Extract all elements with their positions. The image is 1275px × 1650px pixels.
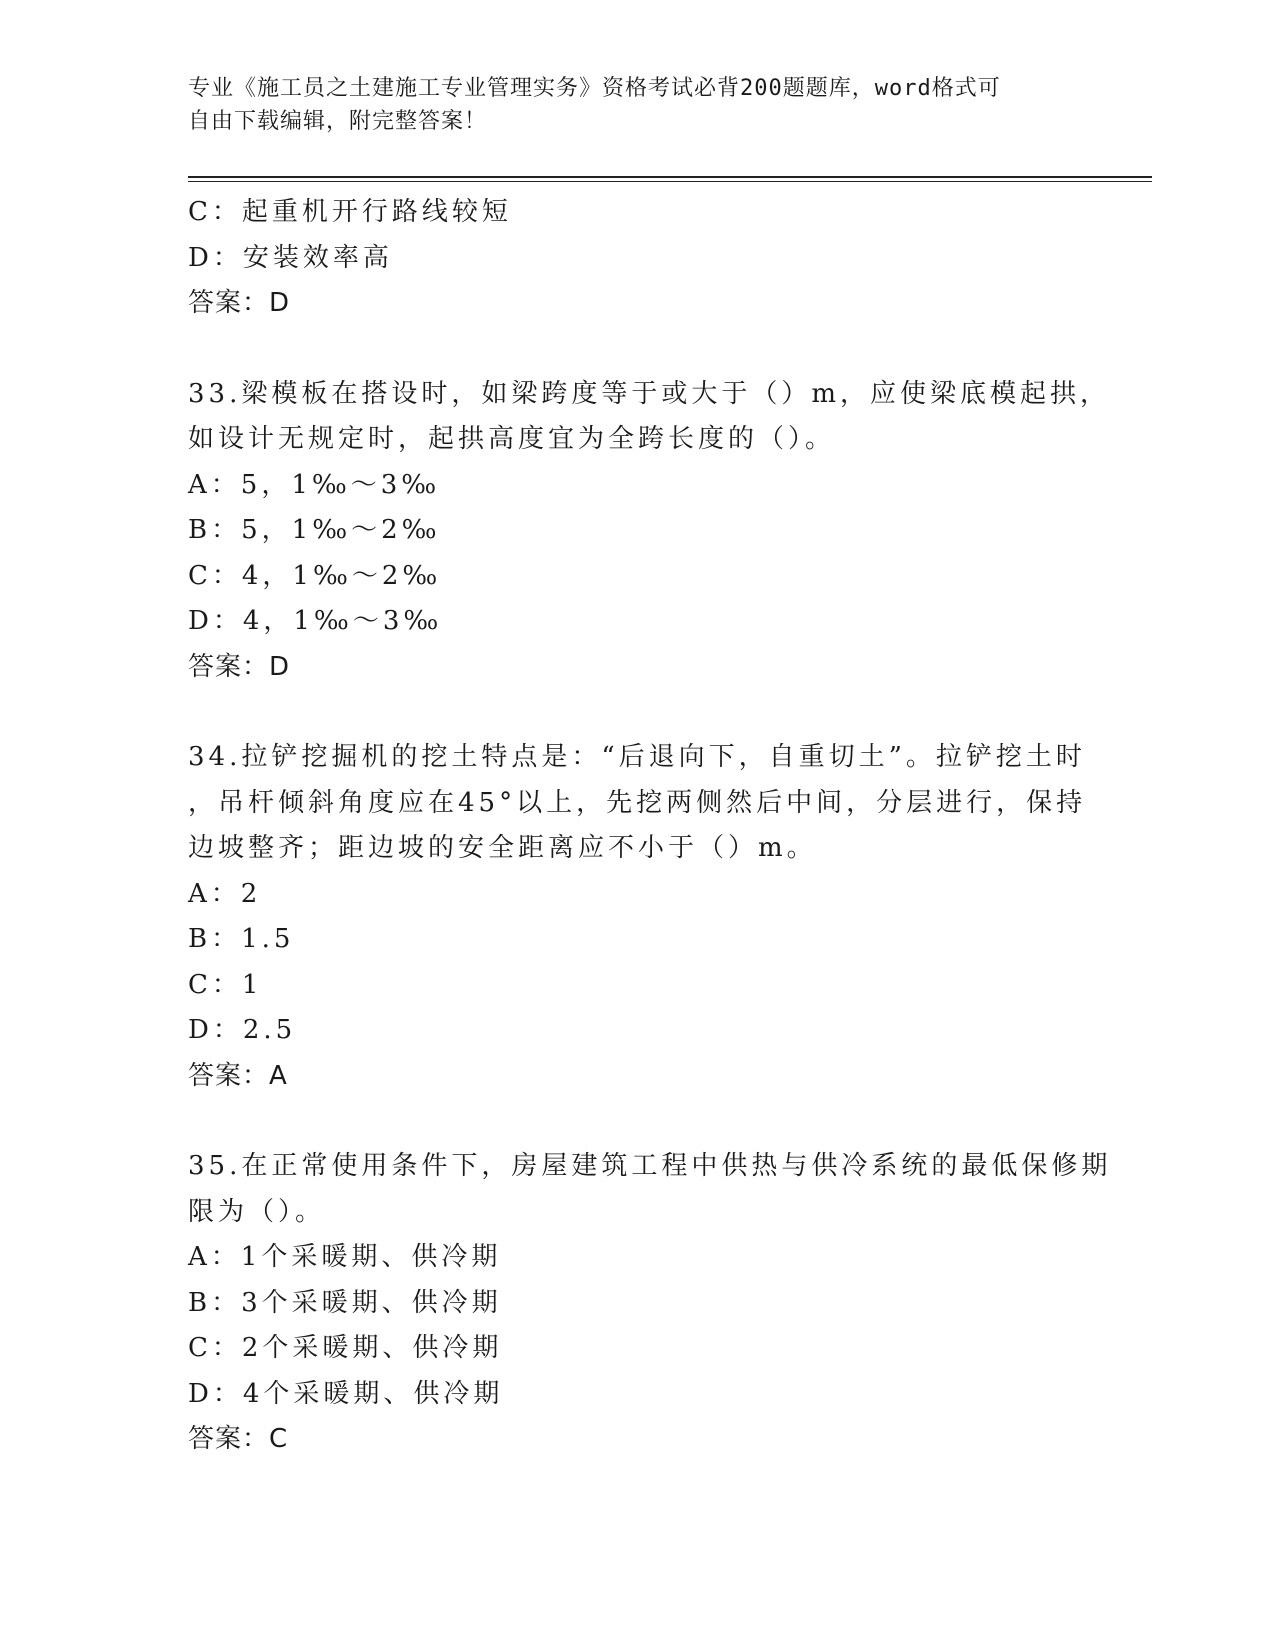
- option-c: C：1: [188, 969, 263, 1000]
- answer: 答案：D: [188, 651, 291, 682]
- option-c: C：4，1‰～2‰: [188, 560, 442, 591]
- question-text-line-2: 限为（）。: [188, 1196, 326, 1227]
- previous-question-tail: [188, 190, 1088, 327]
- option-b: B：1.5: [188, 924, 295, 954]
- question-33: [188, 372, 1111, 691]
- question-text-line-1: 33.梁模板在搭设时，如梁跨度等于或大于（）m，应使梁底模起拱，: [188, 378, 1111, 409]
- option-b: B：5，1‰～2‰: [188, 515, 441, 545]
- option-a: A：2: [188, 878, 262, 909]
- question-text-line-2: 如设计无规定时，起拱高度宜为全跨长度的（）。: [188, 424, 836, 454]
- question-text-line-1: 34.拉铲挖掘机的挖土特点是：“后退向下，自重切土”。拉铲挖土时: [188, 742, 1086, 772]
- answer: 答案：C: [188, 1424, 289, 1454]
- option-d: D：4，1‰～3‰: [188, 606, 443, 636]
- question-list: [188, 190, 1112, 1463]
- spacer: [188, 1099, 1088, 1144]
- header-title-line-2: 自由下载编辑，附完整答案！: [188, 109, 488, 134]
- option-c: C：起重机开行路线较短: [188, 197, 512, 227]
- question-35: [188, 1144, 1112, 1463]
- option-a: A：1个采暖期、供冷期: [188, 1242, 502, 1272]
- option-d: D：4个采暖期、供冷期: [188, 1378, 504, 1409]
- answer: 答案：A: [188, 1060, 288, 1091]
- header-title-line-1: 专业《施工员之土建施工专业管理实务》资格考试必背200题题库，word格式可: [188, 76, 1001, 101]
- question-text-line-3: 边坡整齐；距边坡的安全距离应不小于（）m。: [188, 833, 817, 863]
- question-34: [188, 735, 1088, 1099]
- option-d: D：2.5: [188, 1015, 297, 1045]
- document-header: [188, 72, 1088, 138]
- spacer: [188, 327, 1088, 372]
- answer: 答案：D: [188, 288, 291, 318]
- option-c: C：2个采暖期、供冷期: [188, 1333, 503, 1363]
- question-text-line-2: ，吊杆倾斜角度应在45°以上，先挖两侧然后中间，分层进行，保持: [188, 787, 1087, 818]
- option-d: D：安装效率高: [188, 242, 393, 273]
- question-text-line-1: 35.在正常使用条件下，房屋建筑工程中供热与供冷系统的最低保修期: [188, 1151, 1112, 1181]
- spacer: [188, 690, 1088, 735]
- header-divider-thick: [188, 176, 1152, 178]
- option-b: B：3个采暖期、供冷期: [188, 1287, 502, 1318]
- option-a: A：5，1‰～3‰: [188, 469, 441, 500]
- header-divider-thin: [188, 181, 1152, 182]
